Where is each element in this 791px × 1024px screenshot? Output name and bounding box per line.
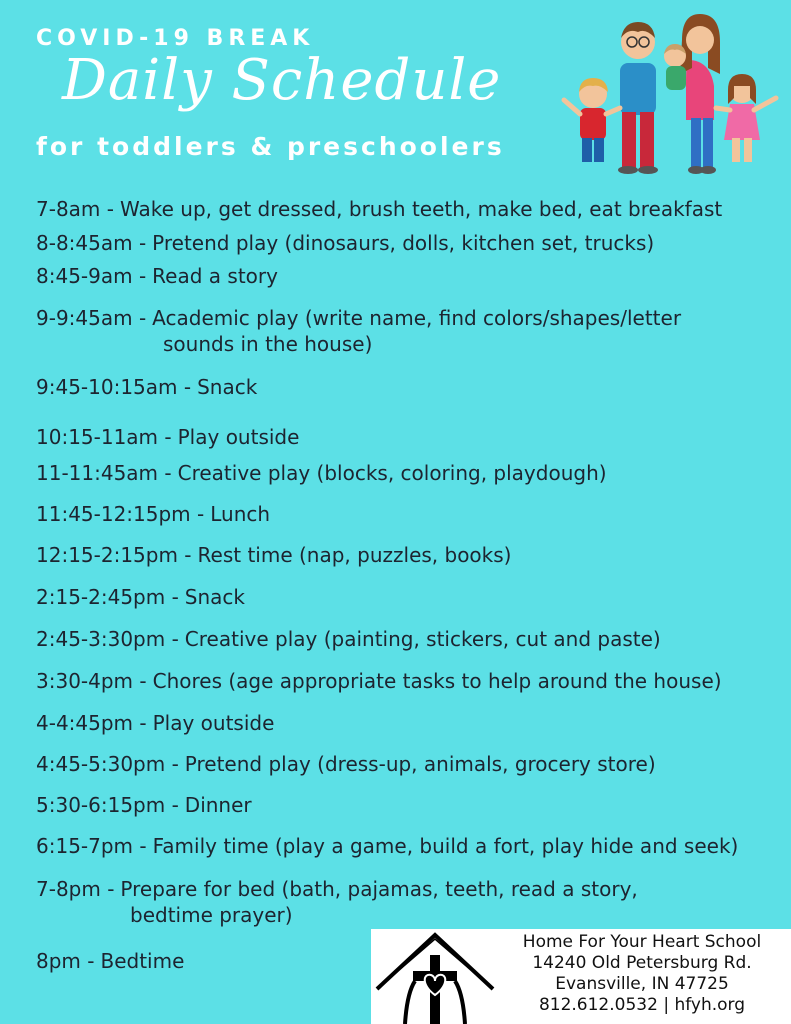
baby-figure	[664, 44, 686, 90]
schedule-item	[36, 424, 299, 450]
schedule-item	[36, 584, 245, 610]
schedule-activity: Pretend play (dress-up, animals, grocery store)	[184, 752, 656, 776]
schedule-item	[36, 626, 661, 652]
schedule-activity: Play outside	[177, 425, 300, 449]
school-name: Home For Your Heart School	[522, 932, 762, 952]
page-title: Daily Schedule	[62, 48, 502, 113]
schedule-time: 5:30-6:15pm -	[36, 793, 179, 817]
schedule-time: 6:15-7pm -	[36, 834, 147, 858]
schedule-time: 9:45-10:15am -	[36, 375, 192, 399]
schedule-activity: Bedtime	[100, 949, 185, 973]
schedule-item	[36, 833, 738, 859]
schedule-time: 8pm -	[36, 949, 95, 973]
schedule-item	[36, 305, 681, 357]
family-illustration	[558, 8, 788, 178]
dad-figure	[618, 22, 658, 174]
schedule-time: 8-8:45am -	[36, 231, 147, 255]
schedule-time: 8:45-9am -	[36, 264, 147, 288]
schedule-activity: Creative play (blocks, coloring, playdough)	[177, 461, 607, 485]
schedule-activity: Lunch	[210, 502, 271, 526]
girl-figure	[716, 74, 776, 162]
schedule-item	[36, 460, 607, 486]
mom-figure	[680, 14, 720, 174]
school-logo-icon	[373, 931, 497, 1024]
schedule-activity: Academic play (write name, find colors/shapes/letter	[152, 306, 682, 330]
schedule-time: 7-8pm -	[36, 877, 115, 901]
schedule-activity-continued: sounds in the house)	[163, 332, 373, 356]
school-info-box	[371, 929, 791, 1024]
schedule-time: 10:15-11am -	[36, 425, 172, 449]
schedule-item	[36, 196, 722, 222]
schedule-activity: Rest time (nap, puzzles, books)	[197, 543, 512, 567]
schedule-item	[36, 668, 722, 694]
schedule-activity: Snack	[197, 375, 258, 399]
schedule-item	[36, 948, 184, 974]
schedule-item	[36, 751, 656, 777]
schedule-item	[36, 792, 252, 818]
schedule-time: 11:45-12:15pm -	[36, 502, 205, 526]
schedule-item	[36, 501, 270, 527]
schedule-activity: Pretend play (dinosaurs, dolls, kitchen set, trucks)	[152, 231, 655, 255]
schedule-activity: Chores (age appropriate tasks to help around the house)	[152, 669, 722, 693]
schedule-activity: Family time (play a game, build a fort, play hide and seek)	[152, 834, 739, 858]
schedule-activity: Wake up, get dressed, brush teeth, make bed, eat breakfast	[119, 197, 723, 221]
schedule-time: 9-9:45am -	[36, 306, 147, 330]
schedule-item	[36, 263, 278, 289]
schedule-activity: Prepare for bed (bath, pajamas, teeth, read a story,	[120, 877, 638, 901]
schedule-time: 2:45-3:30pm -	[36, 627, 179, 651]
page-subtitle: for toddlers & preschoolers	[36, 132, 505, 161]
schedule-time: 11-11:45am -	[36, 461, 172, 485]
schedule-item	[36, 542, 511, 568]
schedule-activity: Play outside	[152, 711, 275, 735]
schedule-activity: Read a story	[152, 264, 278, 288]
schedule-time: 2:15-2:45pm -	[36, 585, 179, 609]
school-city: Evansville, IN 47725	[555, 974, 729, 994]
boy-figure	[564, 78, 620, 162]
schedule-time: 4-4:45pm -	[36, 711, 147, 735]
schedule-time: 4:45-5:30pm -	[36, 752, 179, 776]
schedule-activity: Creative play (painting, stickers, cut and paste)	[184, 627, 661, 651]
schedule-item	[36, 230, 654, 256]
schedule-activity: Dinner	[184, 793, 252, 817]
schedule-item	[36, 876, 638, 928]
schedule-time: 12:15-2:15pm -	[36, 543, 192, 567]
schedule-item	[36, 710, 274, 736]
schedule-time: 7-8am -	[36, 197, 114, 221]
school-contact[interactable]: 812.612.0532 | hfyh.org	[538, 995, 746, 1015]
school-address: 14240 Old Petersburg Rd.	[532, 953, 752, 973]
schedule-activity: Snack	[184, 585, 246, 609]
schedule-item	[36, 374, 257, 400]
header-label: COVID-19 BREAK	[36, 26, 315, 51]
schedule-activity-continued: bedtime prayer)	[130, 903, 293, 927]
schedule-time: 3:30-4pm -	[36, 669, 147, 693]
